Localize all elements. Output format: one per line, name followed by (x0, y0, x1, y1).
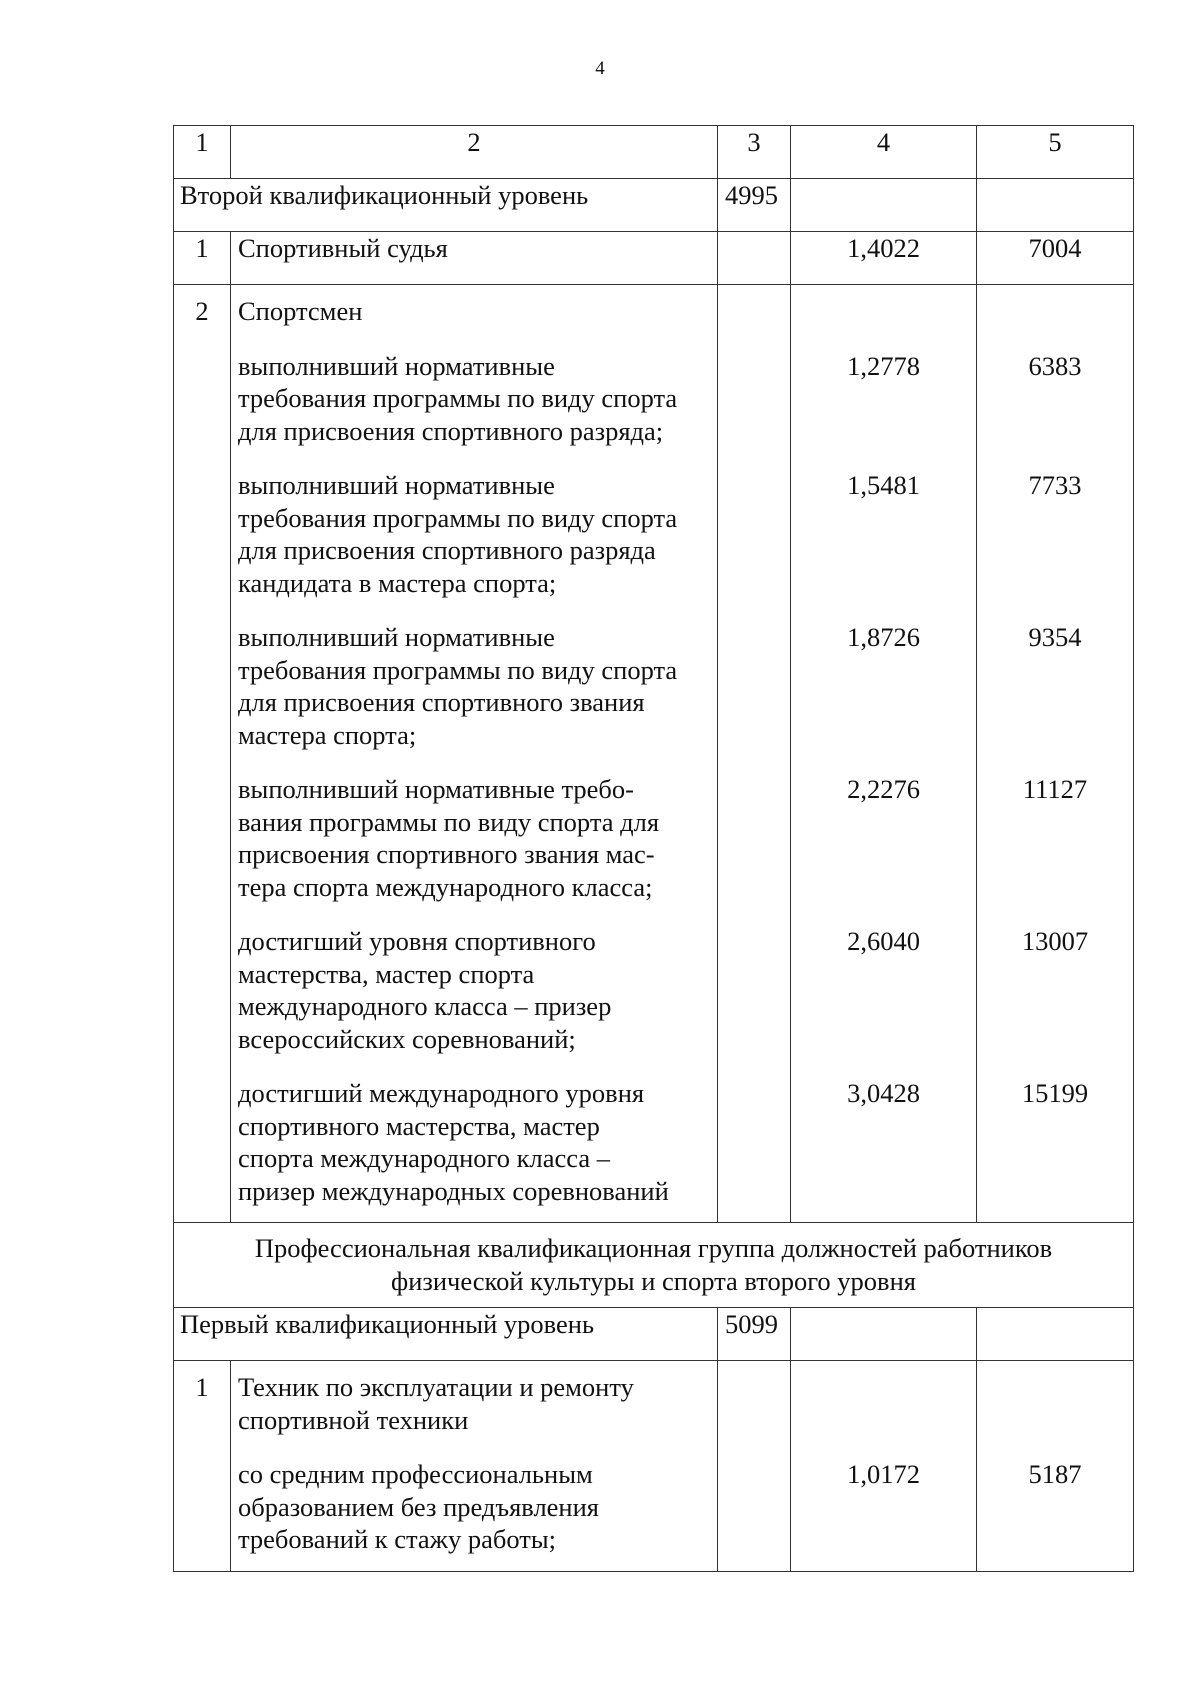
text-line: спорта международного класса – (238, 1143, 610, 1173)
position-description (231, 285, 718, 1223)
text-line: мастерства, мастер спорта (238, 958, 535, 989)
salary-value: 9354 (1028, 622, 1082, 652)
row-number: 1 (174, 1361, 231, 1572)
coefficient-value: 1,8726 (847, 622, 920, 652)
salary-column (977, 285, 1134, 1223)
text-line: мастера спорта; (238, 719, 417, 750)
salary-value: 13007 (1021, 926, 1089, 956)
text-line: образованием без предъявления (238, 1491, 599, 1522)
table-row (174, 232, 1134, 285)
empty-cell (718, 232, 791, 285)
qualification-level-title: Первый квалификационный уровень (174, 1308, 718, 1361)
coefficient-value: 2,2276 (847, 774, 920, 804)
text-line: тера спорта международного класса; (238, 871, 653, 902)
sub-item-text (238, 621, 709, 751)
page-number: 4 (595, 58, 605, 79)
sub-item-text (238, 1077, 709, 1207)
qualification-level-row (174, 1308, 1134, 1361)
empty-cell (718, 285, 791, 1223)
coefficient-value: 1,0172 (847, 1459, 920, 1489)
text-line: Техник по эксплуатации и ремонту (238, 1372, 634, 1402)
row-number: 2 (174, 285, 231, 1223)
salary-value: 7733 (1028, 470, 1082, 500)
coefficient-value: 3,0428 (847, 1078, 920, 1108)
empty-cell (718, 1361, 791, 1572)
header-cell: 2 (231, 126, 718, 179)
salary-value: 11127 (1022, 774, 1088, 804)
qualification-level-title: Второй квалификационный уровень (174, 179, 718, 232)
text-line: присвоения спортивного звания мас- (238, 839, 655, 869)
qualification-level-code: 5099 (718, 1308, 791, 1361)
salary-value: 15199 (1021, 1078, 1089, 1108)
header-cell: 5 (977, 126, 1134, 179)
text-line: требования программы по виду спорта (238, 654, 678, 685)
coefficient-value: 1,4022 (791, 232, 977, 285)
text-line: для присвоения спортивного разряда (238, 535, 656, 565)
header-cell: 3 (718, 126, 791, 179)
text-line: требования программы по виду спорта (238, 383, 678, 413)
text-line: международного класса – призер (238, 991, 612, 1021)
coefficient-value: 1,2778 (847, 350, 920, 381)
row-number: 1 (174, 232, 231, 285)
text-line: выполнивший нормативные (238, 622, 555, 652)
table-row (174, 285, 1134, 1223)
text-line: выполнивший нормативные (238, 350, 555, 381)
text-line: спортивной техники (238, 1404, 469, 1435)
text-line: для присвоения спортивного разряда; (238, 415, 664, 446)
text-line: выполнивший нормативные (238, 470, 555, 500)
table-header-row (174, 126, 1134, 179)
salary-value: 7004 (977, 232, 1134, 285)
sub-item-text (238, 773, 709, 903)
salary-value: 6383 (1028, 350, 1082, 381)
qualification-level-row (174, 179, 1134, 232)
empty-cell (791, 179, 977, 232)
empty-cell (977, 179, 1134, 232)
text-line: для присвоения спортивного звания (238, 687, 645, 717)
position-title (238, 1371, 709, 1436)
coefficient-value: 1,5481 (847, 470, 920, 500)
text-line: требования программы по виду спорта (238, 502, 678, 533)
empty-cell (977, 1308, 1134, 1361)
header-cell: 1 (174, 126, 231, 179)
qualification-group-title (174, 1223, 1134, 1308)
text-line: вания программы по виду спорта для (238, 806, 660, 837)
sub-item-text (238, 925, 709, 1055)
text-line: достигший уровня спортивного (238, 926, 596, 956)
position-description (231, 1361, 718, 1572)
text-line: кандидата в мастера спорта; (238, 567, 557, 598)
salary-table (173, 125, 1134, 1572)
text-line: спортивного мастерства, мастер (238, 1110, 600, 1141)
salary-value: 5187 (1028, 1459, 1082, 1489)
sub-item-text (238, 350, 709, 448)
text-line: Профессиональная квалификационная группа должностей работников (254, 1233, 1053, 1263)
sub-item-text (238, 469, 709, 599)
coefficient-value: 2,6040 (847, 926, 920, 956)
text-line: достигший международного уровня (238, 1078, 645, 1108)
empty-cell (791, 1308, 977, 1361)
coefficient-column (791, 1361, 977, 1572)
text-line: всероссийских соревнований; (238, 1023, 576, 1054)
salary-column (977, 1361, 1134, 1572)
qualification-level-code: 4995 (718, 179, 791, 232)
qualification-group-row (174, 1223, 1134, 1308)
text-line: со средним профессиональным (238, 1459, 593, 1489)
text-line: физической культуры и спорта второго уровня (391, 1265, 916, 1296)
sub-item-text (238, 1458, 709, 1556)
text-line: выполнивший нормативные требо- (238, 774, 634, 804)
table-row (174, 1361, 1134, 1572)
text-line: призер международных соревнований (238, 1175, 669, 1206)
position-title: Спортсмен (238, 296, 363, 326)
text-line: требований к стажу работы; (238, 1524, 556, 1554)
position-title: Спортивный судья (231, 232, 718, 285)
header-cell: 4 (791, 126, 977, 179)
coefficient-column (791, 285, 977, 1223)
